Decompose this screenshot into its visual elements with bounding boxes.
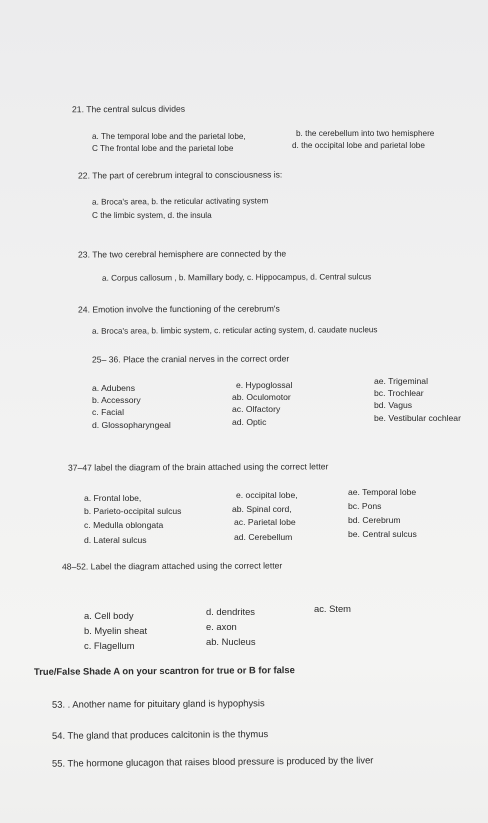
brain-col3-item: ae. Temporal lobe xyxy=(348,487,417,497)
q21-option-d: d. the occipital lobe and parietal lobe xyxy=(292,141,425,150)
q22-options-ab: a. Broca's area, b. the reticular activating system xyxy=(91,196,269,207)
neuron-col2-item: ab. Nucleus xyxy=(206,636,256,647)
cranial-col3-item: be. Vestibular cochlear xyxy=(374,413,461,423)
q21-option-a: a. The temporal lobe and the parietal lobe, xyxy=(92,132,246,141)
cranial-col1-item: a. Adubens xyxy=(92,383,136,393)
neuron-diagram-heading: 48–52. Label the diagram attached using the correct letter xyxy=(61,560,283,572)
brain-col2-item: e. occipital lobe, xyxy=(236,490,298,500)
q23-options: a. Corpus callosum , b. Mamillary body, c. Hippocampus, d. Central sulcus xyxy=(101,272,372,283)
neuron-col3-item: ac. Stem xyxy=(314,603,351,614)
cranial-col2-item: ad. Optic xyxy=(232,417,267,427)
question-22: 22. The part of cerebrum integral to consciousness is: xyxy=(77,169,283,181)
brain-col2-item: ab. Spinal cord, xyxy=(232,504,292,514)
cranial-col2-item: ac. Olfactory xyxy=(232,404,281,414)
cranial-col3-item: bd. Vagus xyxy=(374,400,413,410)
true-false-question-54: 54. The gland that produces calcitonin is the thymus xyxy=(51,728,269,741)
q21-option-b: b. the cerebellum into two hemisphere xyxy=(296,129,435,138)
brain-col1-item: c. Medulla oblongata xyxy=(84,520,164,530)
question-21: 21. The central sulcus divides xyxy=(71,103,186,115)
brain-col2-item: ac. Parietal lobe xyxy=(234,517,296,527)
cranial-nerves-heading: 25– 36. Place the cranial nerves in the correct order xyxy=(91,353,290,365)
true-false-heading: True/False Shade A on your scantron for true or B for false xyxy=(33,664,295,677)
brain-diagram-heading: 37–47 label the diagram of the brain attached using the correct letter xyxy=(67,461,329,473)
neuron-col2-item: d. dendrites xyxy=(206,606,255,617)
brain-col3-item: bd. Cerebrum xyxy=(348,515,401,525)
brain-col2-item: ad. Cerebellum xyxy=(234,532,293,542)
q21-option-c: C The frontal lobe and the parietal lobe xyxy=(92,144,234,153)
question-23: 23. The two cerebral hemisphere are connected by the xyxy=(77,248,287,260)
cranial-col2-item: e. Hypoglossal xyxy=(236,380,293,390)
cranial-col1-item: d. Glossopharyngeal xyxy=(92,420,171,430)
q22-options-cd: C the limbic system, d. the insula xyxy=(92,211,212,220)
cranial-col2-item: ab. Oculomotor xyxy=(232,392,291,402)
brain-col3-item: be. Central sulcus xyxy=(348,529,417,539)
cranial-col3-item: bc. Trochlear xyxy=(374,388,424,398)
brain-col1-item: a. Frontal lobe, xyxy=(84,493,142,503)
neuron-col1-item: b. Myelin sheat xyxy=(84,625,148,636)
cranial-col1-item: c. Facial xyxy=(92,407,124,417)
brain-col1-item: b. Parieto-occipital sulcus xyxy=(84,506,182,516)
question-24: 24. Emotion involve the functioning of the cerebrum's xyxy=(77,303,280,315)
neuron-col2-item: e. axon xyxy=(206,621,237,632)
neuron-col1-item: c. Flagellum xyxy=(84,640,135,651)
true-false-question-55: 55. The hormone glucagon that raises blood pressure is produced by the liver xyxy=(51,754,374,769)
true-false-question-53: 53. . Another name for pituitary gland is hypophysis xyxy=(51,697,265,710)
neuron-col1-item: a. Cell body xyxy=(84,610,134,621)
cranial-col1-item: b. Accessory xyxy=(92,395,141,405)
q24-options: a. Broca's area, b. limbic system, c. reticular acting system, d. caudate nucleus xyxy=(91,325,378,336)
cranial-col3-item: ae. Trigeminal xyxy=(374,376,428,386)
brain-col3-item: bc. Pons xyxy=(348,501,382,511)
brain-col1-item: d. Lateral sulcus xyxy=(84,535,147,545)
